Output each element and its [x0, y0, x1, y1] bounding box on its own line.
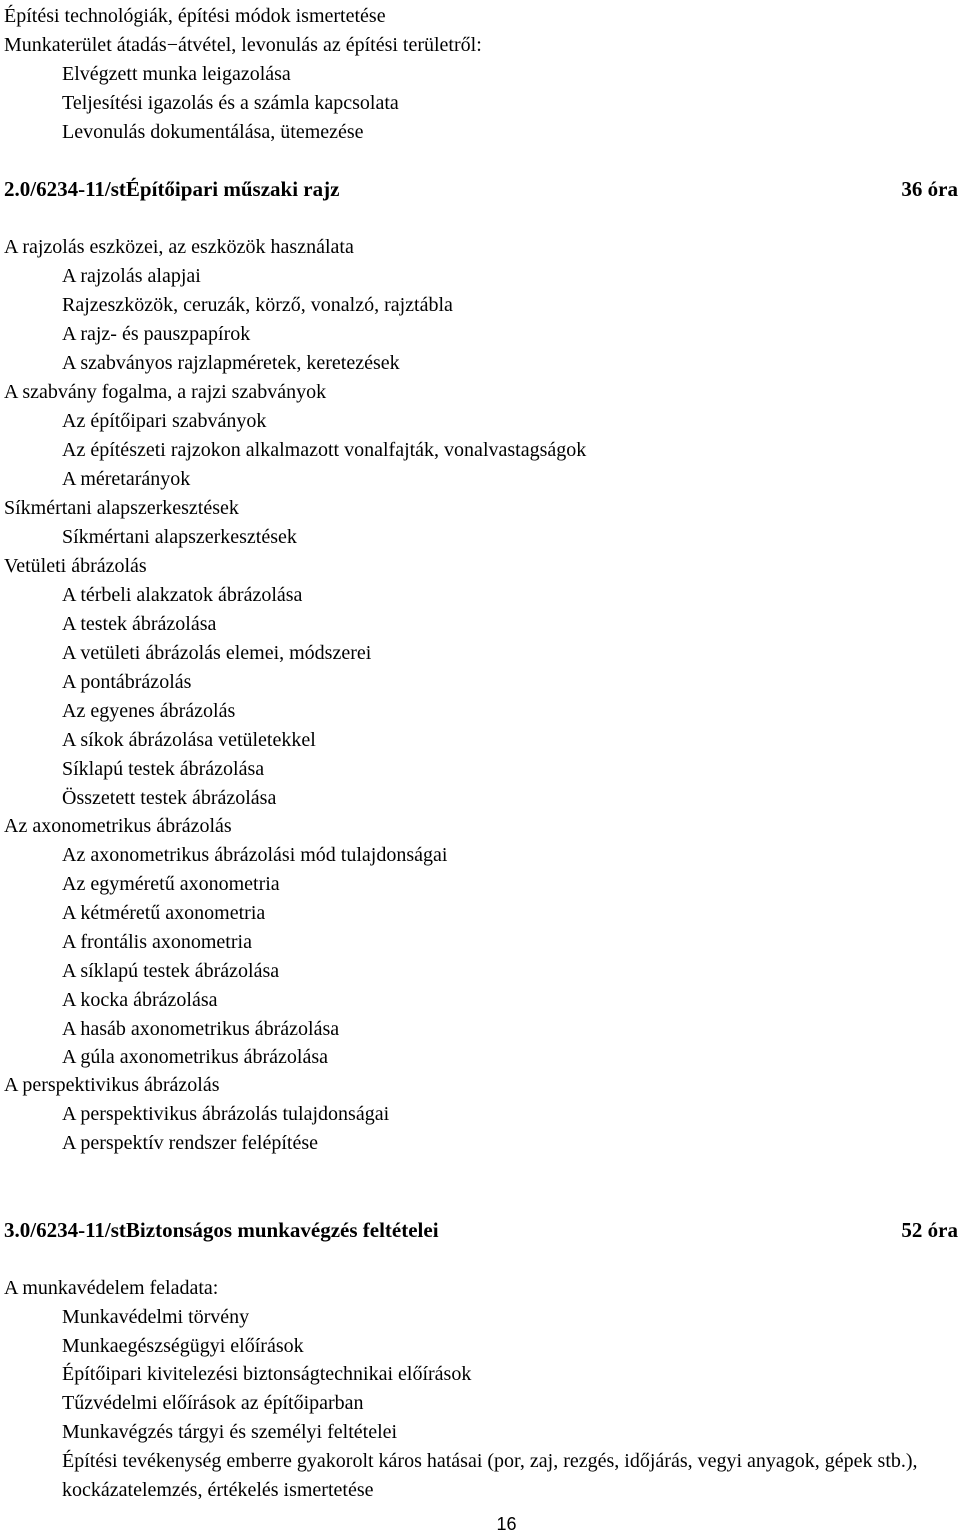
list-item: A rajz- és pauszpapírok: [62, 323, 251, 345]
list-item: A testek ábrázolása: [62, 613, 217, 635]
list-item: A síklapú testek ábrázolása: [62, 960, 280, 982]
intro-line: Teljesítési igazolás és a számla kapcsolata: [62, 92, 399, 114]
list-item: Az építőipari szabványok: [62, 410, 267, 432]
section-2-heading: [4, 174, 958, 204]
list-item: Munkaegészségügyi előírások: [62, 1335, 304, 1357]
section-3-hours: 52 óra: [901, 1218, 958, 1242]
section-2-code: 2.0/6234-11/st: [4, 177, 126, 201]
list-item: A perspektív rendszer felépítése: [62, 1132, 319, 1154]
list-item: Az építészeti rajzokon alkalmazott vonalfajták, vonalvastagságok: [62, 439, 587, 461]
list-item: Rajzeszközök, ceruzák, körző, vonalzó, rajztábla: [62, 294, 453, 316]
list-item: Síkmértani alapszerkesztések: [4, 497, 239, 519]
list-item: A síkok ábrázolása vetületekkel: [62, 729, 316, 751]
list-item: Síklapú testek ábrázolása: [62, 758, 265, 780]
list-item: Síkmértani alapszerkesztések: [62, 526, 297, 548]
list-item: Az axonometrikus ábrázolás: [4, 815, 232, 837]
list-item: A méretarányok: [62, 468, 191, 490]
list-item: Munkavédelmi törvény: [62, 1306, 250, 1328]
list-item: A munkavédelem feladata:: [4, 1277, 219, 1299]
list-item: Az axonometrikus ábrázolási mód tulajdonságai: [62, 844, 448, 866]
list-item: Tűzvédelmi előírások az építőiparban: [62, 1392, 364, 1414]
intro-line: Elvégzett munka leigazolása: [62, 63, 291, 85]
list-item-paragraph: Építési tevékenység emberre gyakorolt káros hatásai (por, zaj, rezgés, időjárás, vegyi anyagok, gépek stb.), kockázatelemzés, értékelés ismertetése: [62, 1450, 918, 1501]
list-item: A pontábrázolás: [62, 671, 192, 693]
list-item: Vetületi ábrázolás: [4, 555, 147, 577]
list-item: A vetületi ábrázolás elemei, módszerei: [62, 642, 372, 664]
list-item: A frontális axonometria: [62, 931, 252, 953]
section-2-title: Építőipari műszaki rajz: [125, 177, 340, 201]
list-item: Munkavégzés tárgyi és személyi feltételei: [62, 1421, 398, 1443]
list-item: Építőipari kivitelezési biztonságtechnikai előírások: [62, 1363, 472, 1385]
list-item: A rajzolás eszközei, az eszközök használata: [4, 236, 354, 258]
list-item: A gúla axonometrikus ábrázolása: [62, 1046, 329, 1068]
intro-line: Építési technológiák, építési módok ismertetése: [4, 5, 386, 27]
list-item: A rajzolás alapjai: [62, 265, 201, 287]
list-item: A szabvány fogalma, a rajzi szabványok: [4, 381, 327, 403]
list-item: Az egyenes ábrázolás: [62, 700, 236, 722]
section-2-hours: 36 óra: [901, 177, 958, 201]
list-item: A perspektivikus ábrázolás: [4, 1074, 220, 1096]
section-3-code: 3.0/6234-11/st: [4, 1218, 126, 1242]
list-item: Az egyméretű axonometria: [62, 873, 280, 895]
intro-line: Munkaterület átadás−átvétel, levonulás az építési területről:: [4, 34, 482, 56]
page-number: 16: [496, 1514, 517, 1534]
list-item: A szabványos rajzlapméretek, keretezések: [62, 352, 400, 374]
list-item: A perspektivikus ábrázolás tulajdonságai: [62, 1103, 390, 1125]
intro-line: Levonulás dokumentálása, ütemezése: [62, 121, 364, 143]
list-item: A kétméretű axonometria: [62, 902, 266, 924]
list-item: A hasáb axonometrikus ábrázolása: [62, 1018, 340, 1040]
section-3-title: Biztonságos munkavégzés feltételei: [125, 1218, 439, 1242]
list-item: A térbeli alakzatok ábrázolása: [62, 584, 303, 606]
list-item: A kocka ábrázolása: [62, 989, 218, 1011]
list-item: Összetett testek ábrázolása: [62, 787, 277, 809]
section-3-heading: [4, 1215, 958, 1245]
